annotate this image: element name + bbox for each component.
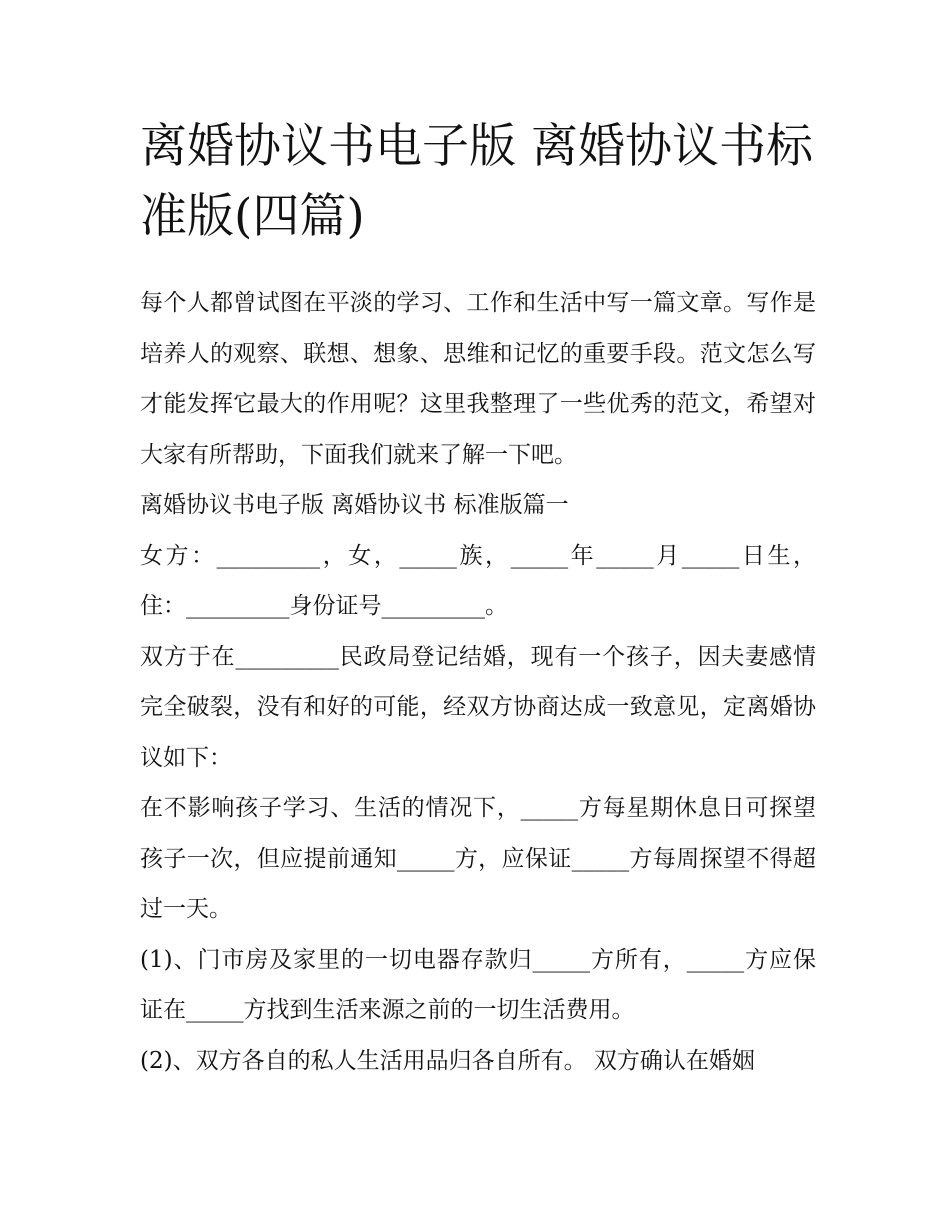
property-clause-2: (2)、双方各自的私人生活用品归各自所有。 双方确认在婚姻 (140, 1047, 755, 1074)
intro-paragraph: 每个人都曾试图在平淡的学习、工作和生活中写一篇文章。写作是培养人的观察、联想、想象、思维和记忆的重要手段。范文怎么写才能发挥它最大的作用呢？这里我整理了一些优秀的范文，希望对大家有所帮助，下面我们就来了解一下吧。 (140, 290, 816, 468)
document-title: 离婚协议书电子版 离婚协议书标准版(四篇) (140, 119, 813, 244)
property-clause-1: (1)、门市房及家里的一切电器存款归_____方所有，_____方应保证在_____方找到生活来源之前的一切生活费用。 (140, 946, 816, 1023)
marriage-registration-paragraph: 双方于在_________民政局登记结婚，现有一个孩子，因夫妻感情完全破裂，没有和好的可能，经双方协商达成一致意见，定离婚协议如下： (140, 643, 816, 771)
party-info-paragraph: 女方：_________，女，_____族，_____年_____月_____日生，住：_________身份证号_________。 (140, 542, 816, 619)
document-page (140, 112, 816, 1086)
section-heading: 离婚协议书电子版 离婚协议书 标准版篇一 (140, 492, 569, 518)
visitation-paragraph: 在不影响孩子学习、生活的情况下，_____方每星期休息日可探望孩子一次，但应提前通知_____方，应保证_____方每周探望不得超过一天。 (140, 795, 816, 922)
